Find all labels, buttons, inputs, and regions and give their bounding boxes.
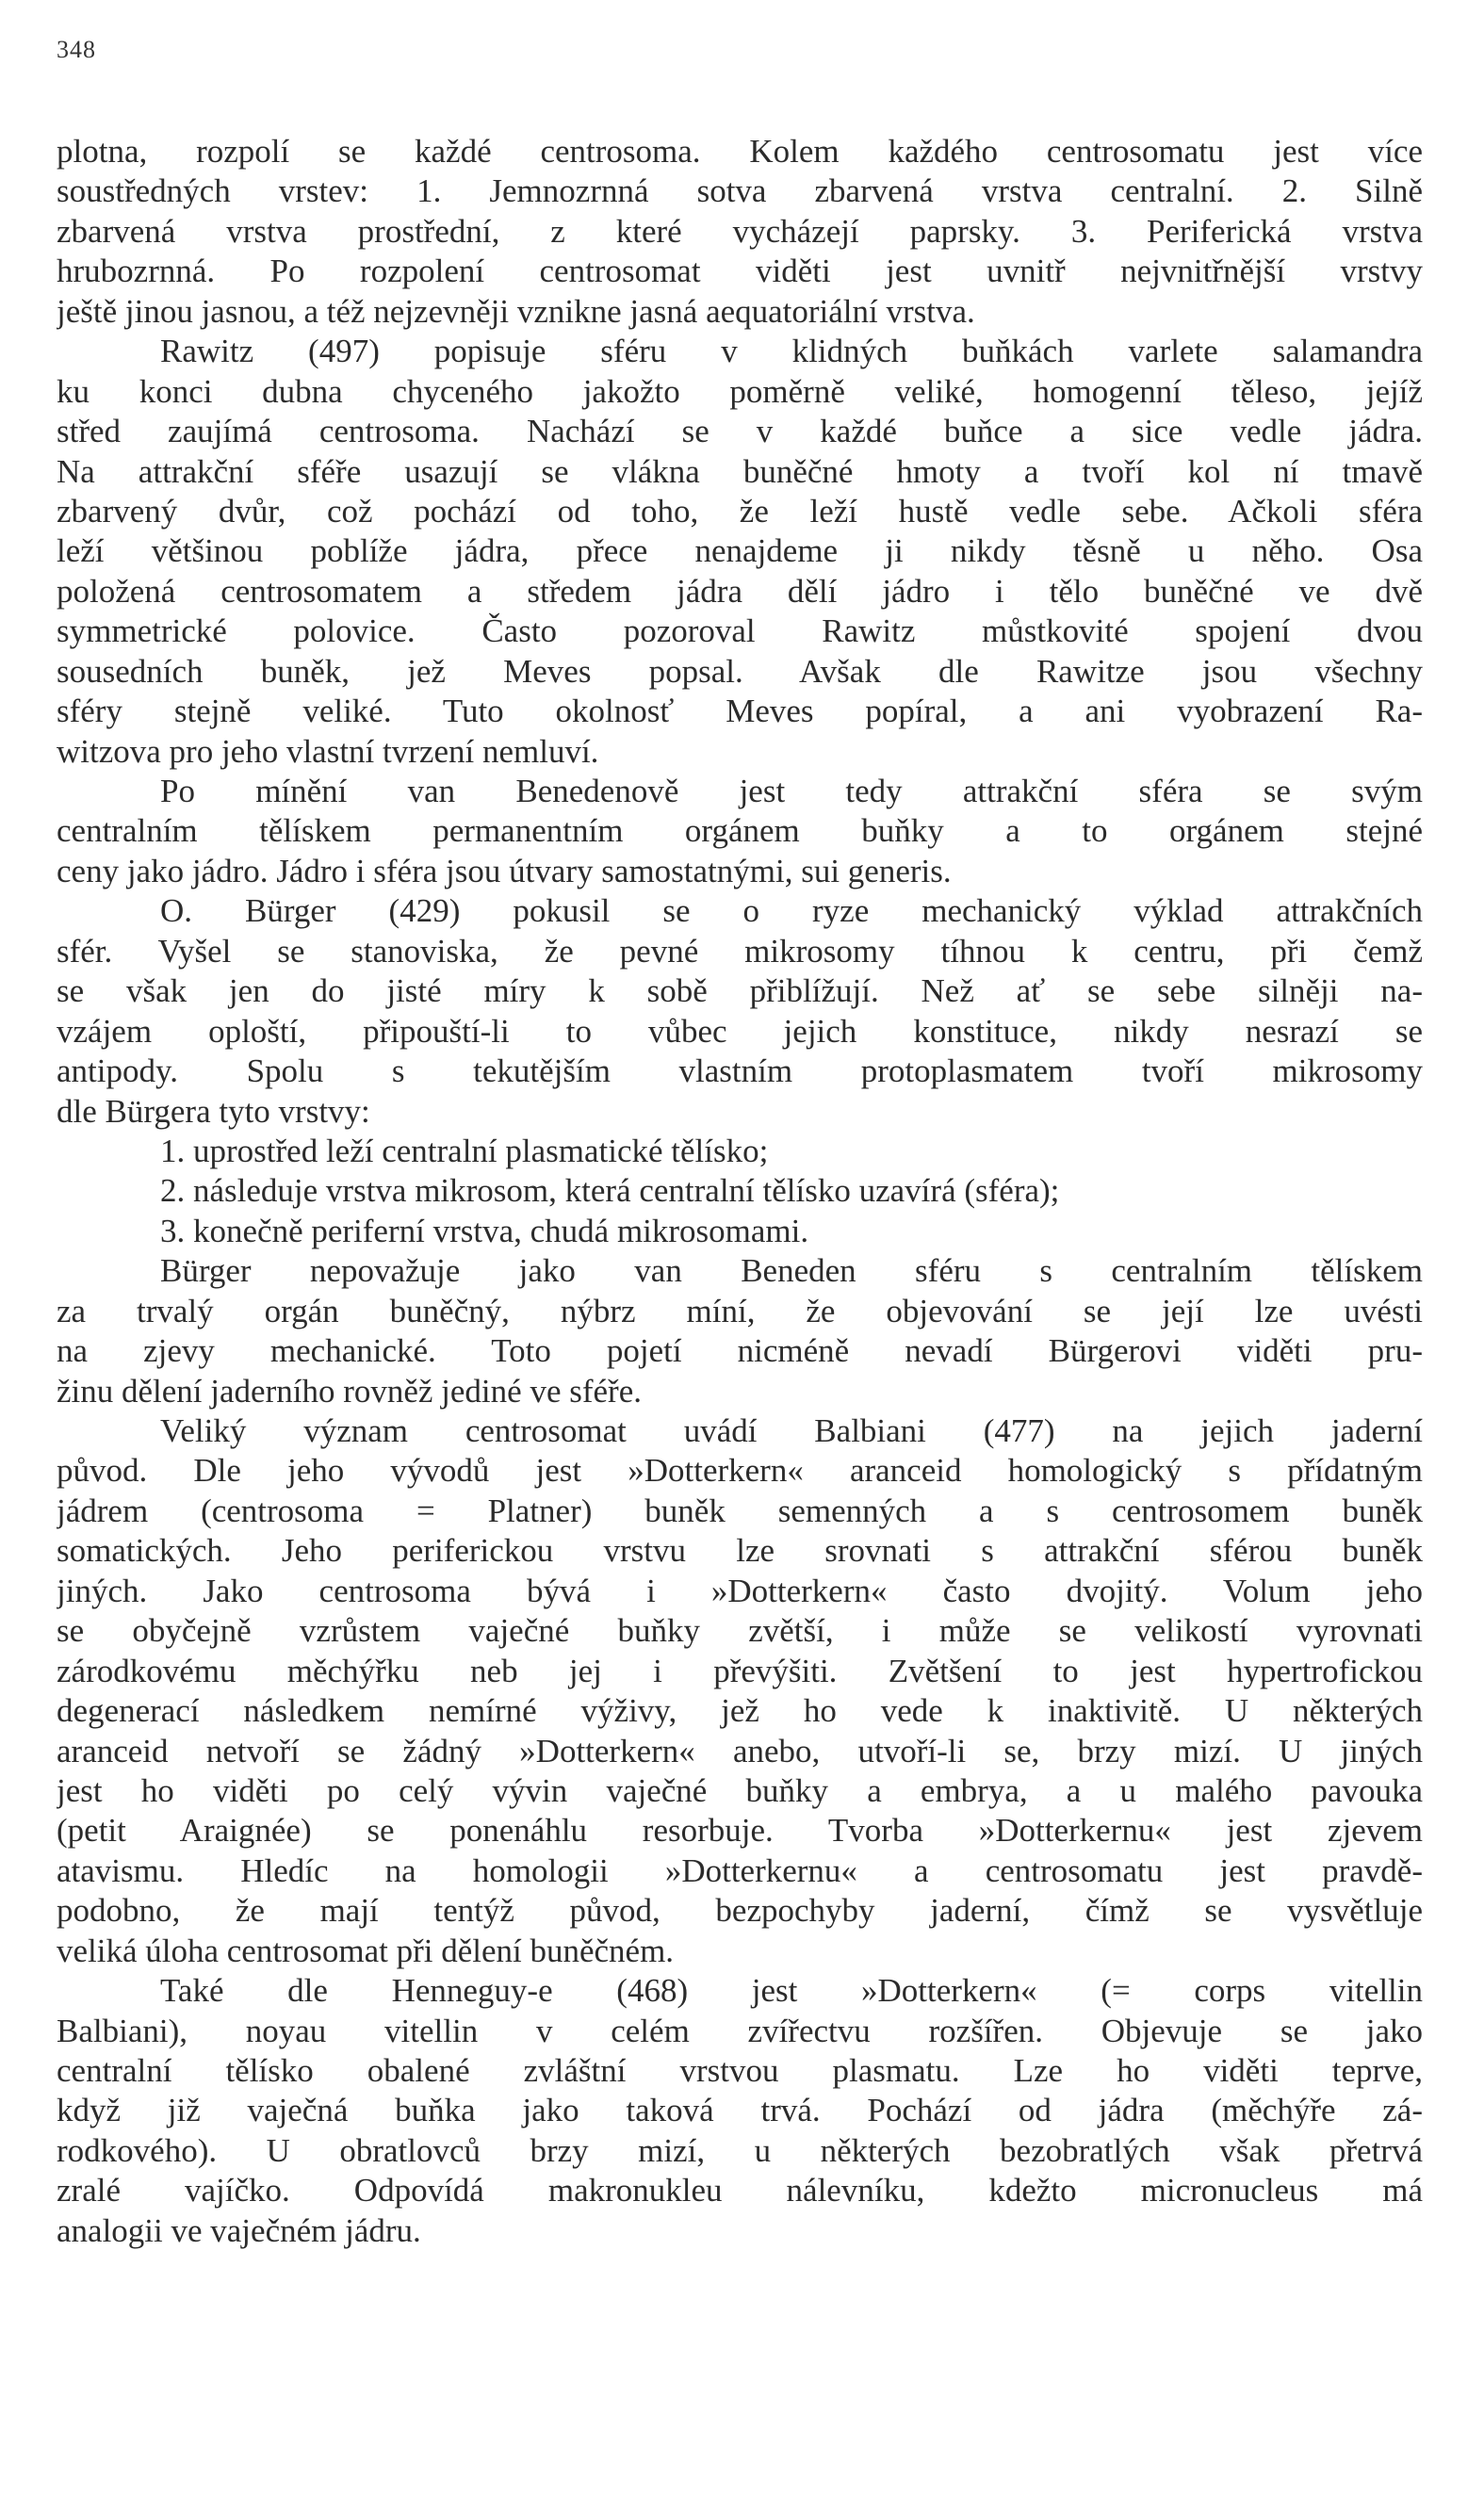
text-line: dle Bürgera tyto vrstvy: bbox=[57, 1092, 370, 1130]
text-line: střed zaujímá centrosoma. Nachází se v každé buňce a sice vedle jádra. bbox=[57, 413, 1423, 450]
text-line: sousedních buněk, jež Meves popsal. Avšak dle Rawitze jsou všechny bbox=[57, 652, 1423, 690]
text-line: Rawitz (497) popisuje sféru v klidných buňkách varlete salamandra bbox=[160, 333, 1423, 370]
text-line: 1. uprostřed leží centralní plasmatické tělísko; bbox=[160, 1132, 769, 1169]
text-line: Veliký význam centrosomat uvádí Balbiani (477) na jejich jaderní bbox=[160, 1412, 1423, 1449]
text-line: původ. Dle jeho vývodů jest »Dotterkern« aranceid homologický s přídatným bbox=[57, 1452, 1423, 1490]
text-line: centralní tělísko obalené zvláštní vrstvou plasmatu. Lze ho viděti teprve, bbox=[57, 2052, 1423, 2089]
text-line: jádrem (centrosoma = Platner) buněk semenných a s centrosomem buněk bbox=[57, 1492, 1423, 1529]
text-line: sféry stejně veliké. Tuto okolnosť Meves popíral, a ani vyobrazení Ra- bbox=[57, 693, 1423, 730]
text-line: Na attrakční sféře usazují se vlákna buněčné hmoty a tvoří kol ní tmavě bbox=[57, 452, 1423, 490]
text-line: leží většinou poblíže jádra, přece nenajdeme ji nikdy těsně u něho. Osa bbox=[57, 532, 1423, 570]
text-line: ku konci dubna chyceného jakožto poměrně veliké, homogenní těleso, jejíž bbox=[57, 372, 1423, 410]
text-line: zralé vajíčko. Odpovídá makronukleu nálevníku, kdežto micronucleus má bbox=[57, 2172, 1423, 2210]
text-line: plotna, rozpolí se každé centrosoma. Kolem každého centrosomatu jest více bbox=[57, 133, 1423, 170]
text-line: Balbiani), noyau vitellin v celém zvířectvu rozšířen. Objevuje se jako bbox=[57, 2012, 1423, 2049]
text-line: veliká úloha centrosomat při dělení buněčném. bbox=[57, 1932, 675, 1969]
text-line: zbarvený dvůr, což pochází od toho, že leží hustě vedle sebe. Ačkoli sféra bbox=[57, 492, 1423, 530]
text-line: 2. následuje vrstva mikrosom, která centralní tělísko uzavírá (sféra); bbox=[160, 1172, 1060, 1210]
text-line: soustředných vrstev: 1. Jemnozrnná sotva zbarvená vrstva centralní. 2. Silně bbox=[57, 172, 1423, 210]
text-line: ještě jinou jasnou, a též nejzevněji vznikne jasná aequatoriální vrstva. bbox=[57, 292, 975, 330]
text-line: Také dle Henneguy-e (468) jest »Dotterkern« (= corps vitellin bbox=[160, 1972, 1423, 2010]
text-line: Bürger nepovažuje jako van Beneden sféru s centralním tělískem bbox=[160, 1252, 1423, 1290]
text-line: jest ho viděti po celý vývin vaječné buňky a embrya, a u malého pavouka bbox=[57, 1771, 1423, 1809]
text-line: se však jen do jisté míry k sobě přiblížují. Než ať se sebe silněji na- bbox=[57, 972, 1423, 1010]
text-line: witzova pro jeho vlastní tvrzení nemluví. bbox=[57, 732, 599, 770]
text-line: ceny jako jádro. Jádro i sféra jsou útvary samostatnými, sui generis. bbox=[57, 852, 952, 889]
text-line: zbarvená vrstva prostřední, z které vycházejí paprsky. 3. Periferická vrstva bbox=[57, 212, 1423, 250]
text-line: analogii ve vaječném jádru. bbox=[57, 2211, 421, 2249]
text-line: žinu dělení jaderního rovněž jediné ve sféře. bbox=[57, 1372, 642, 1410]
text-line: podobno, že mají tentýž původ, bezpochyby jaderní, čímž se vysvětluje bbox=[57, 1892, 1423, 1930]
text-line: Po mínění van Benedenově jest tedy attrakční sféra se svým bbox=[160, 773, 1423, 809]
text-line: zárodkovému měchýřku neb jej i převýšiti. Zvětšení to jest hypertrofickou bbox=[57, 1652, 1423, 1689]
text-line: centralním tělískem permanentním orgánem buňky a to orgánem stejné bbox=[57, 812, 1423, 850]
text-line: (petit Araignée) se ponenáhlu resorbuje. Tvorba »Dotterkernu« jest zjevem bbox=[57, 1812, 1423, 1850]
text-line: degenerací následkem nemírné výživy, jež ho vede k inaktivitě. U některých bbox=[57, 1692, 1423, 1730]
text-body bbox=[57, 132, 1423, 2251]
text-line: jiných. Jako centrosoma bývá i »Dotterkern« často dvojitý. Volum jeho bbox=[57, 1572, 1423, 1609]
text-line: rodkového). U obratlovců brzy mizí, u některých bezobratlých však přetrvá bbox=[57, 2131, 1423, 2169]
text-line: 3. konečně periferní vrstva, chudá mikrosomami. bbox=[160, 1212, 809, 1249]
text-line: aranceid netvoří se žádný »Dotterkern« anebo, utvoří-li se, brzy mizí. U jiných bbox=[57, 1732, 1423, 1769]
text-line: symmetrické polovice. Často pozoroval Rawitz můstkovité spojení dvou bbox=[57, 612, 1423, 650]
text-line: O. Bürger (429) pokusil se o ryze mechanický výklad attrakčních bbox=[160, 892, 1423, 930]
page-number: 348 bbox=[57, 36, 96, 63]
text-line: za trvalý orgán buněčný, nýbrz míní, že objevování se její lze uvésti bbox=[57, 1292, 1423, 1329]
text-line: antipody. Spolu s tekutějším vlastním protoplasmatem tvoří mikrosomy bbox=[57, 1052, 1423, 1090]
text-line: na zjevy mechanické. Toto pojetí nicméně nevadí Bürgerovi viděti pru- bbox=[57, 1332, 1423, 1370]
text-line: položená centrosomatem a středem jádra dělí jádro i tělo buněčné ve dvě bbox=[57, 572, 1423, 610]
text-line: vzájem oploští, připouští-li to vůbec jejich konstituce, nikdy nesrazí se bbox=[57, 1012, 1423, 1050]
text-line: hrubozrnná. Po rozpolení centrosomat viděti jest uvnitř nejvnitřnější vrstvy bbox=[57, 253, 1423, 290]
text-line: atavismu. Hledíc na homologii »Dotterkernu« a centrosomatu jest pravdě- bbox=[57, 1851, 1423, 1889]
text-line: somatických. Jeho periferickou vrstvu lze srovnati s attrakční sférou buněk bbox=[57, 1532, 1423, 1570]
text-line: když již vaječná buňka jako taková trvá. Pochází od jádra (měchýře zá- bbox=[57, 2092, 1423, 2129]
text-line: sfér. Vyšel se stanoviska, že pevné mikrosomy tíhnou k centru, při čemž bbox=[57, 932, 1423, 970]
text-line: se obyčejně vzrůstem vaječné buňky zvětší, i může se velikostí vyrovnati bbox=[57, 1612, 1423, 1650]
